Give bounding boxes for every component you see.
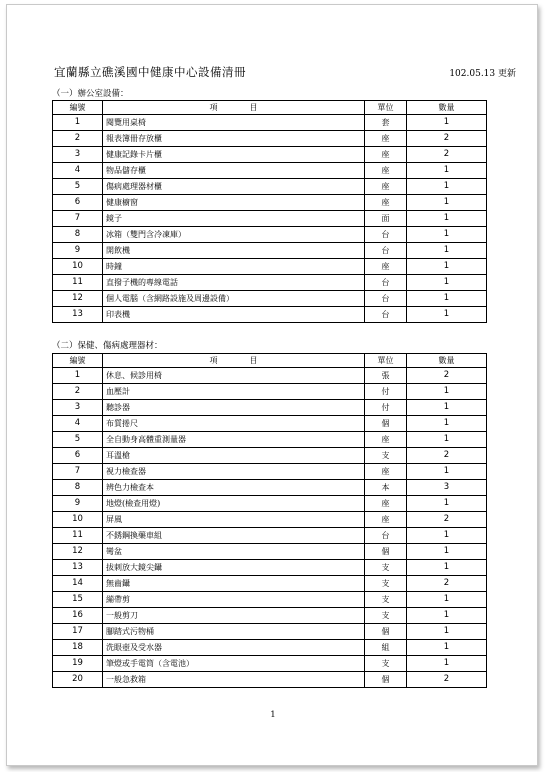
cell-no: 3 [53, 147, 103, 163]
cell-qty: 1 [407, 115, 487, 131]
cell-item: 冰箱（雙門含冷凍庫） [103, 227, 365, 243]
table-row [53, 147, 487, 163]
table-row [53, 291, 487, 307]
cell-unit: 支 [365, 576, 407, 592]
cell-no: 3 [53, 400, 103, 416]
cell-unit: 組 [365, 640, 407, 656]
cell-qty: 1 [407, 211, 487, 227]
cell-item: 無齒鑷 [103, 576, 365, 592]
cell-unit: 座 [365, 259, 407, 275]
cell-unit: 台 [365, 528, 407, 544]
cell-qty: 1 [407, 624, 487, 640]
cell-no: 5 [53, 179, 103, 195]
cell-unit: 付 [365, 400, 407, 416]
cell-qty: 1 [407, 416, 487, 432]
cell-unit: 座 [365, 195, 407, 211]
cell-item: 腳踏式污物桶 [103, 624, 365, 640]
cell-no: 7 [53, 464, 103, 480]
cell-item: 直撥子機的專線電話 [103, 275, 365, 291]
cell-no: 16 [53, 608, 103, 624]
cell-item: 閱覽用桌椅 [103, 115, 365, 131]
cell-qty: 1 [407, 656, 487, 672]
cell-item: 屏風 [103, 512, 365, 528]
cell-qty: 2 [407, 672, 487, 688]
cell-unit: 台 [365, 307, 407, 323]
cell-qty: 1 [407, 384, 487, 400]
update-date: 102.05.13 更新 [449, 69, 516, 79]
column-header-no: 編號 [53, 101, 103, 115]
table-row [53, 211, 487, 227]
table-header-row [53, 354, 487, 368]
table-row [53, 640, 487, 656]
cell-qty: 1 [407, 640, 487, 656]
cell-no: 1 [53, 368, 103, 384]
table-row [53, 307, 487, 323]
cell-no: 12 [53, 291, 103, 307]
column-header-item: 項 目 [103, 354, 365, 368]
cell-item: 耳溫槍 [103, 448, 365, 464]
cell-item: 傷病處理器材櫃 [103, 179, 365, 195]
cell-qty: 2 [407, 512, 487, 528]
table-row [53, 512, 487, 528]
cell-no: 13 [53, 560, 103, 576]
table-row [53, 480, 487, 496]
table-row [53, 163, 487, 179]
cell-no: 14 [53, 576, 103, 592]
cell-unit: 套 [365, 115, 407, 131]
document-title: 宜蘭縣立礁溪國中健康中心設備清冊 [54, 65, 246, 79]
table-row [53, 400, 487, 416]
cell-no: 4 [53, 163, 103, 179]
table-row [53, 115, 487, 131]
table-header-row [53, 101, 487, 115]
cell-no: 1 [53, 115, 103, 131]
cell-unit: 台 [365, 243, 407, 259]
cell-item: 健康櫥窗 [103, 195, 365, 211]
cell-item: 辨色力檢查本 [103, 480, 365, 496]
cell-no: 2 [53, 384, 103, 400]
cell-no: 4 [53, 416, 103, 432]
health-care-equipment-table [52, 353, 487, 688]
cell-no: 5 [53, 432, 103, 448]
table-row [53, 448, 487, 464]
cell-item: 報表簿冊存放櫃 [103, 131, 365, 147]
cell-unit: 座 [365, 496, 407, 512]
column-header-unit: 單位 [365, 101, 407, 115]
cell-item: 布質捲尺 [103, 416, 365, 432]
cell-qty: 1 [407, 259, 487, 275]
table-row [53, 368, 487, 384]
column-header-item: 項 目 [103, 101, 365, 115]
cell-item: 全自動身高體重測量器 [103, 432, 365, 448]
cell-item: 休息、候診用椅 [103, 368, 365, 384]
cell-unit: 個 [365, 672, 407, 688]
cell-item: 筆燈或手電筒（含電池） [103, 656, 365, 672]
table-row [53, 227, 487, 243]
table-row [53, 592, 487, 608]
cell-item: 不銹鋼換藥車組 [103, 528, 365, 544]
cell-item: 一般剪刀 [103, 608, 365, 624]
cell-unit: 面 [365, 211, 407, 227]
table-row [53, 464, 487, 480]
cell-qty: 2 [407, 131, 487, 147]
cell-item: 個人電腦（含網路設施及周邊設備） [103, 291, 365, 307]
cell-unit: 個 [365, 416, 407, 432]
cell-no: 17 [53, 624, 103, 640]
column-header-qty: 數量 [407, 101, 487, 115]
cell-item: 聽診器 [103, 400, 365, 416]
cell-qty: 1 [407, 400, 487, 416]
cell-no: 13 [53, 307, 103, 323]
cell-qty: 1 [407, 243, 487, 259]
cell-unit: 支 [365, 592, 407, 608]
cell-unit: 座 [365, 512, 407, 528]
cell-qty: 2 [407, 576, 487, 592]
table-row [53, 384, 487, 400]
cell-unit: 個 [365, 624, 407, 640]
cell-unit: 支 [365, 560, 407, 576]
cell-no: 10 [53, 512, 103, 528]
table-row [53, 243, 487, 259]
cell-no: 20 [53, 672, 103, 688]
table-row [53, 416, 487, 432]
cell-unit: 座 [365, 464, 407, 480]
cell-unit: 台 [365, 275, 407, 291]
cell-no: 9 [53, 243, 103, 259]
table-row [53, 131, 487, 147]
cell-no: 6 [53, 448, 103, 464]
cell-no: 9 [53, 496, 103, 512]
table-row [53, 576, 487, 592]
table-row [53, 672, 487, 688]
cell-no: 2 [53, 131, 103, 147]
cell-unit: 支 [365, 656, 407, 672]
cell-unit: 支 [365, 448, 407, 464]
cell-item: 印表機 [103, 307, 365, 323]
section-heading-office: （一）辦公室設備： [52, 89, 129, 99]
cell-unit: 座 [365, 179, 407, 195]
cell-unit: 座 [365, 432, 407, 448]
table-row [53, 179, 487, 195]
cell-unit: 個 [365, 544, 407, 560]
cell-item: 彎盆 [103, 544, 365, 560]
cell-unit: 座 [365, 163, 407, 179]
cell-no: 8 [53, 227, 103, 243]
cell-item: 一般急救箱 [103, 672, 365, 688]
table-row [53, 195, 487, 211]
table-row [53, 624, 487, 640]
cell-qty: 1 [407, 608, 487, 624]
cell-no: 12 [53, 544, 103, 560]
cell-item: 時鐘 [103, 259, 365, 275]
cell-item: 視力檢查器 [103, 464, 365, 480]
cell-unit: 本 [365, 480, 407, 496]
page-number: 1 [270, 710, 276, 720]
cell-unit: 座 [365, 131, 407, 147]
cell-item: 物品儲存櫃 [103, 163, 365, 179]
office-equipment-table [52, 100, 487, 323]
table-row [53, 432, 487, 448]
cell-qty: 1 [407, 496, 487, 512]
table-row [53, 608, 487, 624]
cell-qty: 1 [407, 592, 487, 608]
cell-qty: 1 [407, 528, 487, 544]
section-heading-health-care: （二）保健、傷病處理器材： [52, 341, 163, 351]
table-row [53, 496, 487, 512]
cell-no: 8 [53, 480, 103, 496]
cell-unit: 支 [365, 608, 407, 624]
cell-no: 11 [53, 275, 103, 291]
cell-no: 7 [53, 211, 103, 227]
cell-unit: 座 [365, 147, 407, 163]
table-row [53, 259, 487, 275]
cell-no: 10 [53, 259, 103, 275]
cell-qty: 1 [407, 432, 487, 448]
cell-item: 拔刺放大鏡尖鑷 [103, 560, 365, 576]
cell-qty: 1 [407, 275, 487, 291]
cell-qty: 1 [407, 195, 487, 211]
cell-no: 6 [53, 195, 103, 211]
cell-item: 鏡子 [103, 211, 365, 227]
cell-item: 血壓計 [103, 384, 365, 400]
cell-qty: 2 [407, 368, 487, 384]
cell-no: 11 [53, 528, 103, 544]
cell-item: 地燈(檢查用燈) [103, 496, 365, 512]
cell-qty: 2 [407, 448, 487, 464]
cell-qty: 1 [407, 307, 487, 323]
table-row [53, 544, 487, 560]
table-row [53, 528, 487, 544]
cell-unit: 張 [365, 368, 407, 384]
cell-item: 開飲機 [103, 243, 365, 259]
cell-item: 健康記錄卡片櫃 [103, 147, 365, 163]
table-row [53, 275, 487, 291]
cell-unit: 台 [365, 291, 407, 307]
cell-qty: 3 [407, 480, 487, 496]
cell-no: 15 [53, 592, 103, 608]
cell-qty: 1 [407, 227, 487, 243]
cell-qty: 1 [407, 179, 487, 195]
cell-qty: 1 [407, 544, 487, 560]
cell-qty: 1 [407, 163, 487, 179]
column-header-unit: 單位 [365, 354, 407, 368]
cell-qty: 2 [407, 147, 487, 163]
table-row [53, 560, 487, 576]
table-row [53, 656, 487, 672]
cell-no: 19 [53, 656, 103, 672]
cell-qty: 1 [407, 560, 487, 576]
cell-no: 18 [53, 640, 103, 656]
column-header-no: 編號 [53, 354, 103, 368]
cell-item: 洗眼壺及受水器 [103, 640, 365, 656]
column-header-qty: 數量 [407, 354, 487, 368]
cell-unit: 付 [365, 384, 407, 400]
cell-unit: 台 [365, 227, 407, 243]
cell-qty: 1 [407, 291, 487, 307]
cell-item: 繃帶剪 [103, 592, 365, 608]
cell-qty: 1 [407, 464, 487, 480]
